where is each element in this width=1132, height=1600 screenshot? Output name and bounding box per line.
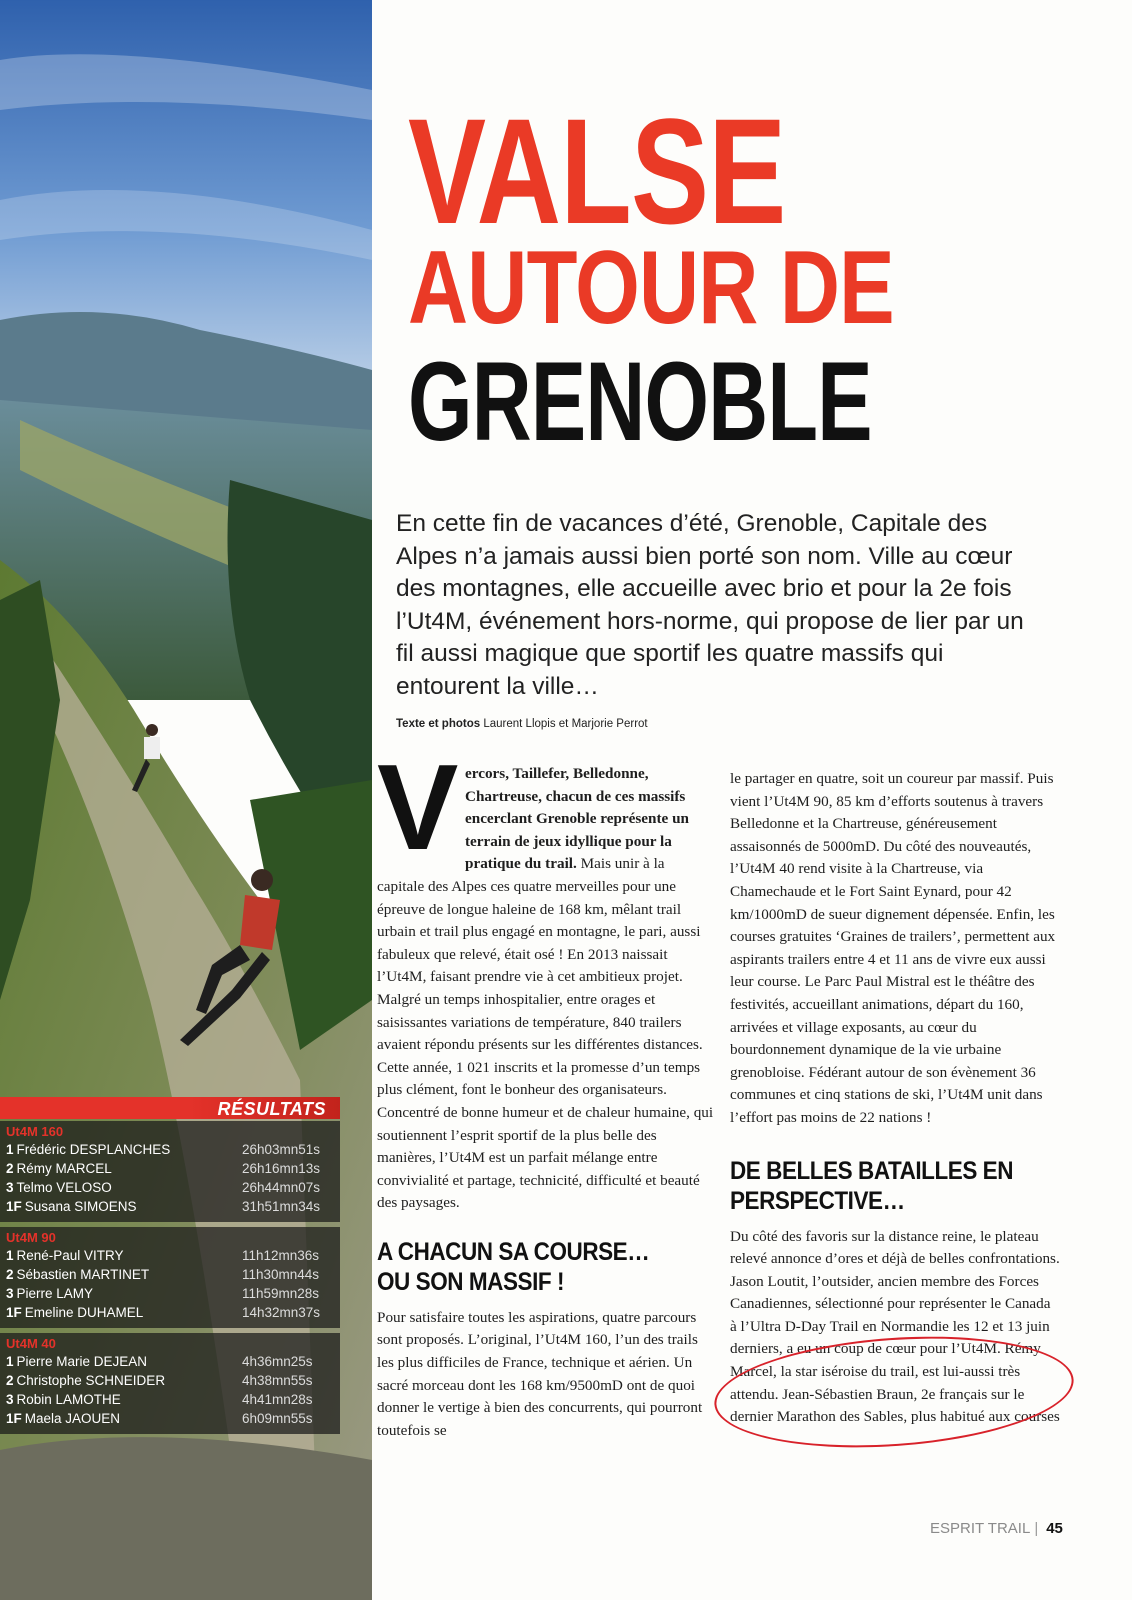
article-credit xyxy=(396,718,648,730)
article-intro: En cette fin de vacances d’été, Grenoble, Capitale des Alpes n’a jamais aussi bien porté son nom. Ville au cœur des montagnes, elle accueille avec brio et pour la 2e fois l’Ut4M, événement hors-norme, qui propose de lier par un fil aussi magique que sportif les quatre massifs qui entourent la ville… xyxy=(396,510,1024,700)
result-name: Rémy MARCEL xyxy=(16,1161,112,1176)
article-column-1 xyxy=(377,739,715,1442)
result-time: 4h41mn28s xyxy=(242,1392,313,1407)
page-number: 45 xyxy=(1046,1520,1063,1537)
result-rank: 1F xyxy=(6,1305,22,1320)
title-line-1: VALSE xyxy=(408,87,786,255)
result-rank: 3 xyxy=(6,1286,14,1301)
page-footer xyxy=(930,1520,1063,1537)
result-row xyxy=(6,1246,332,1265)
result-name: Emeline DUHAMEL xyxy=(24,1305,144,1320)
result-name: Robin LAMOTHE xyxy=(16,1392,121,1407)
result-row xyxy=(6,1303,332,1322)
paragraph-text: Mais unir à la capitale des Alpes ces quatre merveilles pour une épreuve de longue haleine de 168 km, mêlant trail urbain et trail plus engagé en montagne, le pari, aussi fabuleux que relevé, était osé ! En 2013 naissait l’Ut4M, faisant prendre vie à cet ambitieux projet. Malgré un temps inhospitalier, entre orages et saisissantes variations de température, 840 trailers avaient répondu présents sur les différentes distances. Cette année, 1 021 inscrits et la promesse d’un temps plus clément, font le bonheur des organisateurs. Concentré de bonne humeur et de chaleur humaine, qui soutiennent l’esprit sportif de la plus belle des manières, l’Ut4M est un parfait mélange entre convivialité et partage, technicité, difficulté et beauté des paysages. xyxy=(377,855,714,1212)
result-rank: 2 xyxy=(6,1161,14,1176)
result-row xyxy=(6,1265,332,1284)
result-row xyxy=(6,1409,332,1428)
results-header-bar xyxy=(0,1097,340,1119)
result-name: Pierre Marie DEJEAN xyxy=(16,1354,148,1369)
results-panel xyxy=(0,1097,340,1434)
race-title: Ut4M 160 xyxy=(6,1124,64,1139)
result-name: Christophe SCHNEIDER xyxy=(16,1373,166,1388)
result-rank: 1 xyxy=(6,1142,14,1157)
paragraph xyxy=(377,739,715,1215)
lead-text: ercors, Taillefer, Belledonne, Chartreuse, chacun de ces massifs encerclant Grenoble représente un terrain de jeux idyllique pour la pratique du trail. xyxy=(465,765,689,873)
result-time: 11h30mn44s xyxy=(242,1267,320,1282)
result-rank: 2 xyxy=(6,1267,14,1282)
result-time: 6h09mn55s xyxy=(242,1411,313,1426)
result-time: 14h32mn37s xyxy=(242,1305,321,1320)
result-row xyxy=(6,1178,332,1197)
race-title: Ut4M 90 xyxy=(6,1230,56,1245)
result-time: 31h51mn34s xyxy=(242,1199,321,1214)
result-rank: 1 xyxy=(6,1354,14,1369)
result-row xyxy=(6,1140,332,1159)
result-name: Telmo VELOSO xyxy=(16,1180,112,1195)
result-row xyxy=(6,1159,332,1178)
result-time: 4h36mn25s xyxy=(242,1354,313,1369)
footer-separator: | xyxy=(1034,1520,1039,1537)
race-title: Ut4M 40 xyxy=(6,1336,56,1351)
result-name: Pierre LAMY xyxy=(16,1286,94,1301)
result-rank: 1F xyxy=(6,1199,22,1214)
results-race-90 xyxy=(0,1227,340,1328)
paragraph: Du côté des favoris sur la distance reine, le plateau relevé annonce d’ores et déjà de belles confrontations. Jason Loutit, l’outsider, ancien membre des Forces Canadiennes, sélectionné pour représenter le Canada à l’Ultra D-Day Trail en Normandie les 12 et 13 juin derniers, a eu un coup de cœur pour l’Ut4M. Rémy Marcel, la star iséroise du trail, est lui-aussi très attendu. Jean-Sébastien Braun, 2e français sur le dernier Marathon des Sables, plus habitué aux courses xyxy=(730,1227,1060,1426)
result-time: 26h16mn13s xyxy=(242,1161,321,1176)
credit-authors: Laurent Llopis et Marjorie Perrot xyxy=(483,718,648,730)
article-column-2 xyxy=(730,768,1060,1429)
credit-label: Texte et photos xyxy=(396,718,481,730)
result-time: 11h59mn28s xyxy=(242,1286,320,1301)
result-row xyxy=(6,1371,332,1390)
article-title xyxy=(408,87,1035,464)
result-rank: 1 xyxy=(6,1248,14,1263)
subheading-course: A CHACUN SA COURSE… OU SON MASSIF ! xyxy=(377,1237,650,1296)
result-rank: 3 xyxy=(6,1392,14,1407)
paragraph: le partager en quatre, soit un coureur par massif. Puis vient l’Ut4M 90, 85 km d’efforts soutenus à travers Belledonne et la Chartreuse, généreusement assaisonnés de 5000mD. Du côté des nouveautés, l’Ut4M 40 rend visite à la Chartreuse, via Chamechaude et le Fort Saint Eynard, pour 42 km/1000mD de sueur dignement dépensée. Enfin, les courses gratuites ‘Graines de trailers’, permettent aux aspirants trailers entre 4 et 11 ans de vivre eux aussi leur course. Le Parc Paul Mistral est le théâtre des festivités, accueillant animations, départ du 160, arrivées et village exposants, au cœur du bourdonnement dynamique de la vie urbaine grenobloise. Fédérant autour de son évènement 36 communes et cinq stations de ski, l’Ut4M unit dans l’effort pas moins de 22 nations ! xyxy=(730,770,1056,1126)
result-rank: 2 xyxy=(6,1373,14,1388)
result-row xyxy=(6,1197,332,1216)
drop-cap: V xyxy=(377,739,459,875)
result-row xyxy=(6,1390,332,1409)
result-row xyxy=(6,1284,332,1303)
result-rank: 1F xyxy=(6,1411,22,1426)
paragraph: Pour satisfaire toutes les aspirations, quatre parcours sont proposés. L’original, l’Ut4M 160, l’un des trails les plus difficiles de France, technique et aérien. Un sacré morceau dont les 168 km/9500mD ont de quoi donner le vertige à bien des concurrents, qui pourront toutefois se xyxy=(377,1308,703,1439)
result-time: 11h12mn36s xyxy=(242,1248,320,1263)
result-time: 26h44mn07s xyxy=(242,1180,321,1195)
result-name: Frédéric DESPLANCHES xyxy=(16,1142,171,1157)
result-time: 26h03mn51s xyxy=(242,1142,321,1157)
result-time: 4h38mn55s xyxy=(242,1373,313,1388)
result-name: Sébastien MARTINET xyxy=(16,1267,150,1282)
result-name: René-Paul VITRY xyxy=(16,1248,124,1263)
result-name: Maela JAOUEN xyxy=(24,1411,121,1426)
result-row xyxy=(6,1352,332,1371)
result-rank: 3 xyxy=(6,1180,14,1195)
subheading-batailles: DE BELLES BATAILLES EN PERSPECTIVE… xyxy=(730,1156,1014,1215)
results-race-160 xyxy=(0,1121,340,1222)
results-header: RÉSULTATS xyxy=(217,1099,326,1119)
title-line-2: AUTOUR DE xyxy=(408,230,894,346)
magazine-name: ESPRIT TRAIL xyxy=(930,1520,1031,1537)
results-race-40 xyxy=(0,1333,340,1434)
trail-photo xyxy=(0,0,372,1600)
title-line-3: GRENOBLE xyxy=(408,339,872,464)
result-name: Susana SIMOENS xyxy=(24,1199,137,1214)
